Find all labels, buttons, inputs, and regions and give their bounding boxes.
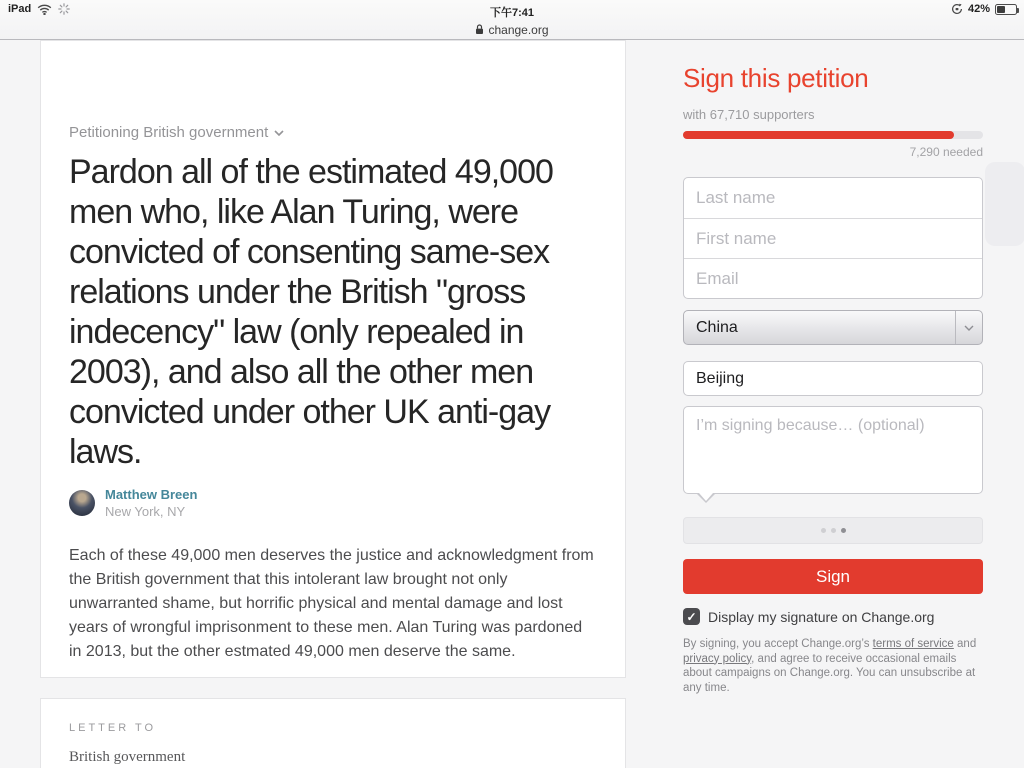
author-avatar[interactable]	[69, 490, 95, 516]
url-domain: change.org	[488, 22, 549, 37]
display-signature-checkbox[interactable]: ✓	[683, 608, 700, 625]
progress-fill	[683, 131, 954, 139]
petitioning-label: Petitioning British government	[69, 124, 269, 141]
city-input[interactable]	[683, 361, 983, 396]
comment-bubble	[683, 406, 983, 494]
petitioning-target[interactable]	[69, 124, 593, 141]
supporters-count: with 67,710 supporters	[683, 107, 815, 122]
sign-button[interactable]: Sign	[683, 559, 983, 594]
legal-text: , and agree to receive occasional emails about campaigns on Change.org. You can unsubscribe at any time.	[683, 652, 976, 694]
legal-fine-print	[683, 637, 983, 695]
progress-bar	[683, 131, 983, 139]
privacy-policy-link[interactable]: privacy policy	[683, 652, 752, 665]
loading-dot	[831, 528, 836, 533]
select-chevron-icon	[955, 311, 982, 344]
terms-of-service-link[interactable]: terms of service	[872, 638, 954, 650]
country-selected-value: China	[696, 318, 738, 336]
letter-to-heading: LETTER TO	[69, 722, 157, 734]
clock: 下午7:41	[489, 7, 535, 19]
legal-text: By signing, you accept Change.org’s	[683, 638, 873, 650]
country-select[interactable]	[683, 310, 983, 345]
signatures-needed: 7,290 needed	[909, 145, 983, 159]
petition-author	[69, 487, 593, 519]
loading-dot	[821, 528, 826, 533]
battery-percent: 42%	[967, 3, 990, 15]
loading-dot	[841, 528, 846, 533]
petition-description: Each of these 49,000 men deserves the justice and acknowledgment from the British government that this intolerant law brought not only unwarranted shame, but horrific physical and mental damage and lost years of wrongful imprisonment to these men. Alan Turing was pardoned in 2013, but the other estmated 49,000 men deserve the same.	[69, 547, 594, 660]
sign-panel-title: Sign this petition	[683, 63, 869, 93]
sign-panel	[683, 40, 983, 695]
last-name-input[interactable]	[684, 178, 982, 218]
author-location: New York, NY	[105, 504, 186, 519]
first-name-input[interactable]	[684, 218, 982, 258]
padlock-icon	[475, 24, 484, 35]
display-signature-row	[683, 608, 983, 625]
browser-chrome	[0, 0, 1024, 40]
email-input[interactable]	[684, 258, 982, 298]
rotation-lock-icon	[951, 3, 963, 15]
status-bar	[0, 0, 1024, 20]
petition-title: Pardon all of the estimated 49,000 men who, like Alan Turing, were convicted of consenting same-sex relations under the British "gross indecency" law (only repealed in 2003), and also all the other men convicted under other UK anti-gay laws.	[69, 153, 553, 471]
letter-to-card	[40, 698, 626, 768]
name-fields-group	[683, 177, 983, 299]
loading-dots-bar	[683, 517, 983, 544]
legal-text: and	[953, 638, 977, 650]
reason-textarea[interactable]	[683, 406, 983, 494]
faded-overlay-shape	[985, 162, 1024, 246]
letter-recipient: British government	[69, 749, 186, 765]
address-bar[interactable]	[0, 20, 1024, 39]
author-name-link[interactable]: Matthew Breen	[105, 487, 198, 502]
petition-card	[40, 40, 626, 678]
device-label: iPad	[8, 3, 32, 15]
battery-icon	[995, 4, 1017, 15]
chevron-down-icon	[274, 130, 284, 136]
display-signature-label: Display my signature on Change.org	[708, 608, 935, 625]
